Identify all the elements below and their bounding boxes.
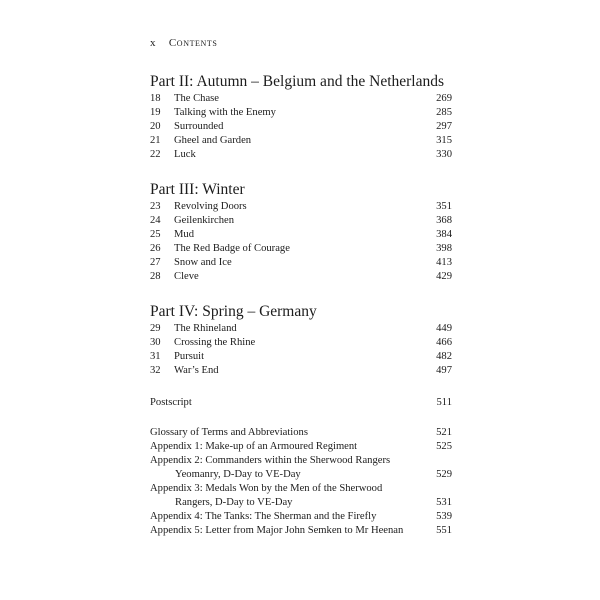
chapter-title: Crossing the Rhine <box>174 337 256 348</box>
chapter-entry <box>150 148 452 162</box>
back-matter-page: 525 <box>436 441 452 452</box>
chapter-number: 27 <box>150 257 161 268</box>
chapter-title: Mud <box>174 229 195 240</box>
chapter-page: 398 <box>436 243 452 254</box>
part-heading: Part IV: Spring – Germany <box>150 303 317 320</box>
back-matter-page: 521 <box>436 427 452 438</box>
chapter-title: Gheel and Garden <box>174 135 252 146</box>
chapter-number: 19 <box>150 107 161 118</box>
postscript-page: 511 <box>436 397 452 408</box>
back-matter-page: 531 <box>436 497 452 508</box>
chapter-title: Pursuit <box>174 351 205 362</box>
back-matter-entry <box>150 440 452 454</box>
chapter-title: Geilenkirchen <box>174 215 235 226</box>
chapter-page: 297 <box>436 121 452 132</box>
back-matter-title: Glossary of Terms and Abbreviations <box>150 427 308 438</box>
back-matter-entry <box>150 482 452 510</box>
part-heading: Part III: Winter <box>150 181 245 198</box>
chapter-number: 23 <box>150 201 161 212</box>
chapter-number: 26 <box>150 243 161 254</box>
chapter-title: Cleve <box>174 271 199 282</box>
back-matter-title: Appendix 5: Letter from Major John Semken to Mr Heenan <box>150 525 404 536</box>
chapter-number: 32 <box>150 365 161 376</box>
chapter-number: 21 <box>150 135 161 146</box>
chapter-title: War’s End <box>174 365 219 376</box>
chapter-title: Snow and Ice <box>174 257 232 268</box>
chapter-page: 497 <box>436 365 452 376</box>
page-folio: x <box>150 37 156 49</box>
chapter-title: Luck <box>174 149 196 160</box>
chapter-entry <box>150 364 452 378</box>
chapter-title: The Rhineland <box>174 323 237 334</box>
chapter-page: 466 <box>436 337 452 348</box>
chapter-entry <box>150 134 452 148</box>
chapter-page: 413 <box>436 257 452 268</box>
running-head <box>150 37 217 49</box>
chapter-entry <box>150 228 452 242</box>
chapter-entry <box>150 336 452 350</box>
chapter-title: Revolving Doors <box>174 201 247 212</box>
part-section <box>150 182 452 284</box>
chapter-title: Talking with the Enemy <box>174 107 276 118</box>
back-matter-page: 539 <box>436 511 452 522</box>
back-matter-entry <box>150 454 452 482</box>
chapter-entry <box>150 120 452 134</box>
back-matter-title-continued: Rangers, D-Day to VE-Day <box>175 497 293 508</box>
chapter-number: 18 <box>150 93 161 104</box>
chapter-page: 269 <box>436 93 452 104</box>
chapter-number: 25 <box>150 229 161 240</box>
chapter-title: The Red Badge of Courage <box>174 243 290 254</box>
postscript-entry <box>150 396 452 410</box>
back-matter-entry <box>150 524 452 538</box>
chapter-title: The Chase <box>174 93 220 104</box>
back-matter-list <box>150 426 452 538</box>
running-head-title: Contents <box>168 37 218 49</box>
chapter-entry <box>150 322 452 336</box>
chapter-page: 315 <box>436 135 452 146</box>
chapter-page: 285 <box>436 107 452 118</box>
chapter-number: 29 <box>150 323 161 334</box>
chapter-entry <box>150 350 452 364</box>
chapter-number: 30 <box>150 337 161 348</box>
back-matter-title: Appendix 4: The Tanks: The Sherman and the Firefly <box>150 511 377 522</box>
chapter-number: 24 <box>150 215 161 226</box>
chapter-number: 28 <box>150 271 161 282</box>
chapter-number: 20 <box>150 121 161 132</box>
chapter-entry <box>150 242 452 256</box>
part-section <box>150 74 452 162</box>
back-matter-page: 529 <box>436 469 452 480</box>
postscript-title: Postscript <box>150 397 192 408</box>
chapter-entry <box>150 256 452 270</box>
chapter-entry <box>150 270 452 284</box>
back-matter-entry <box>150 510 452 524</box>
chapter-page: 449 <box>436 323 452 334</box>
back-matter-title: Appendix 1: Make-up of an Armoured Regiment <box>150 441 358 452</box>
chapter-page: 368 <box>436 215 452 226</box>
chapter-entry <box>150 214 452 228</box>
chapter-page: 384 <box>436 229 452 240</box>
chapter-entry <box>150 92 452 106</box>
part-heading: Part II: Autumn – Belgium and the Netherlands <box>150 73 445 90</box>
chapter-entry <box>150 106 452 120</box>
chapter-entry <box>150 200 452 214</box>
part-section <box>150 304 452 378</box>
back-matter-title-continued: Yeomanry, D-Day to VE-Day <box>175 469 301 480</box>
chapter-page: 330 <box>436 149 452 160</box>
chapter-number: 31 <box>150 351 161 362</box>
chapter-page: 351 <box>436 201 452 212</box>
back-matter-entry <box>150 426 452 440</box>
back-matter-title: Appendix 2: Commanders within the Sherwood Rangers <box>150 455 391 466</box>
contents-list <box>150 74 452 538</box>
chapter-page: 482 <box>436 351 452 362</box>
chapter-number: 22 <box>150 149 161 160</box>
chapter-page: 429 <box>436 271 452 282</box>
chapter-title: Surrounded <box>174 121 224 132</box>
back-matter-page: 551 <box>436 525 452 536</box>
back-matter-title: Appendix 3: Medals Won by the Men of the Sherwood <box>150 483 383 494</box>
